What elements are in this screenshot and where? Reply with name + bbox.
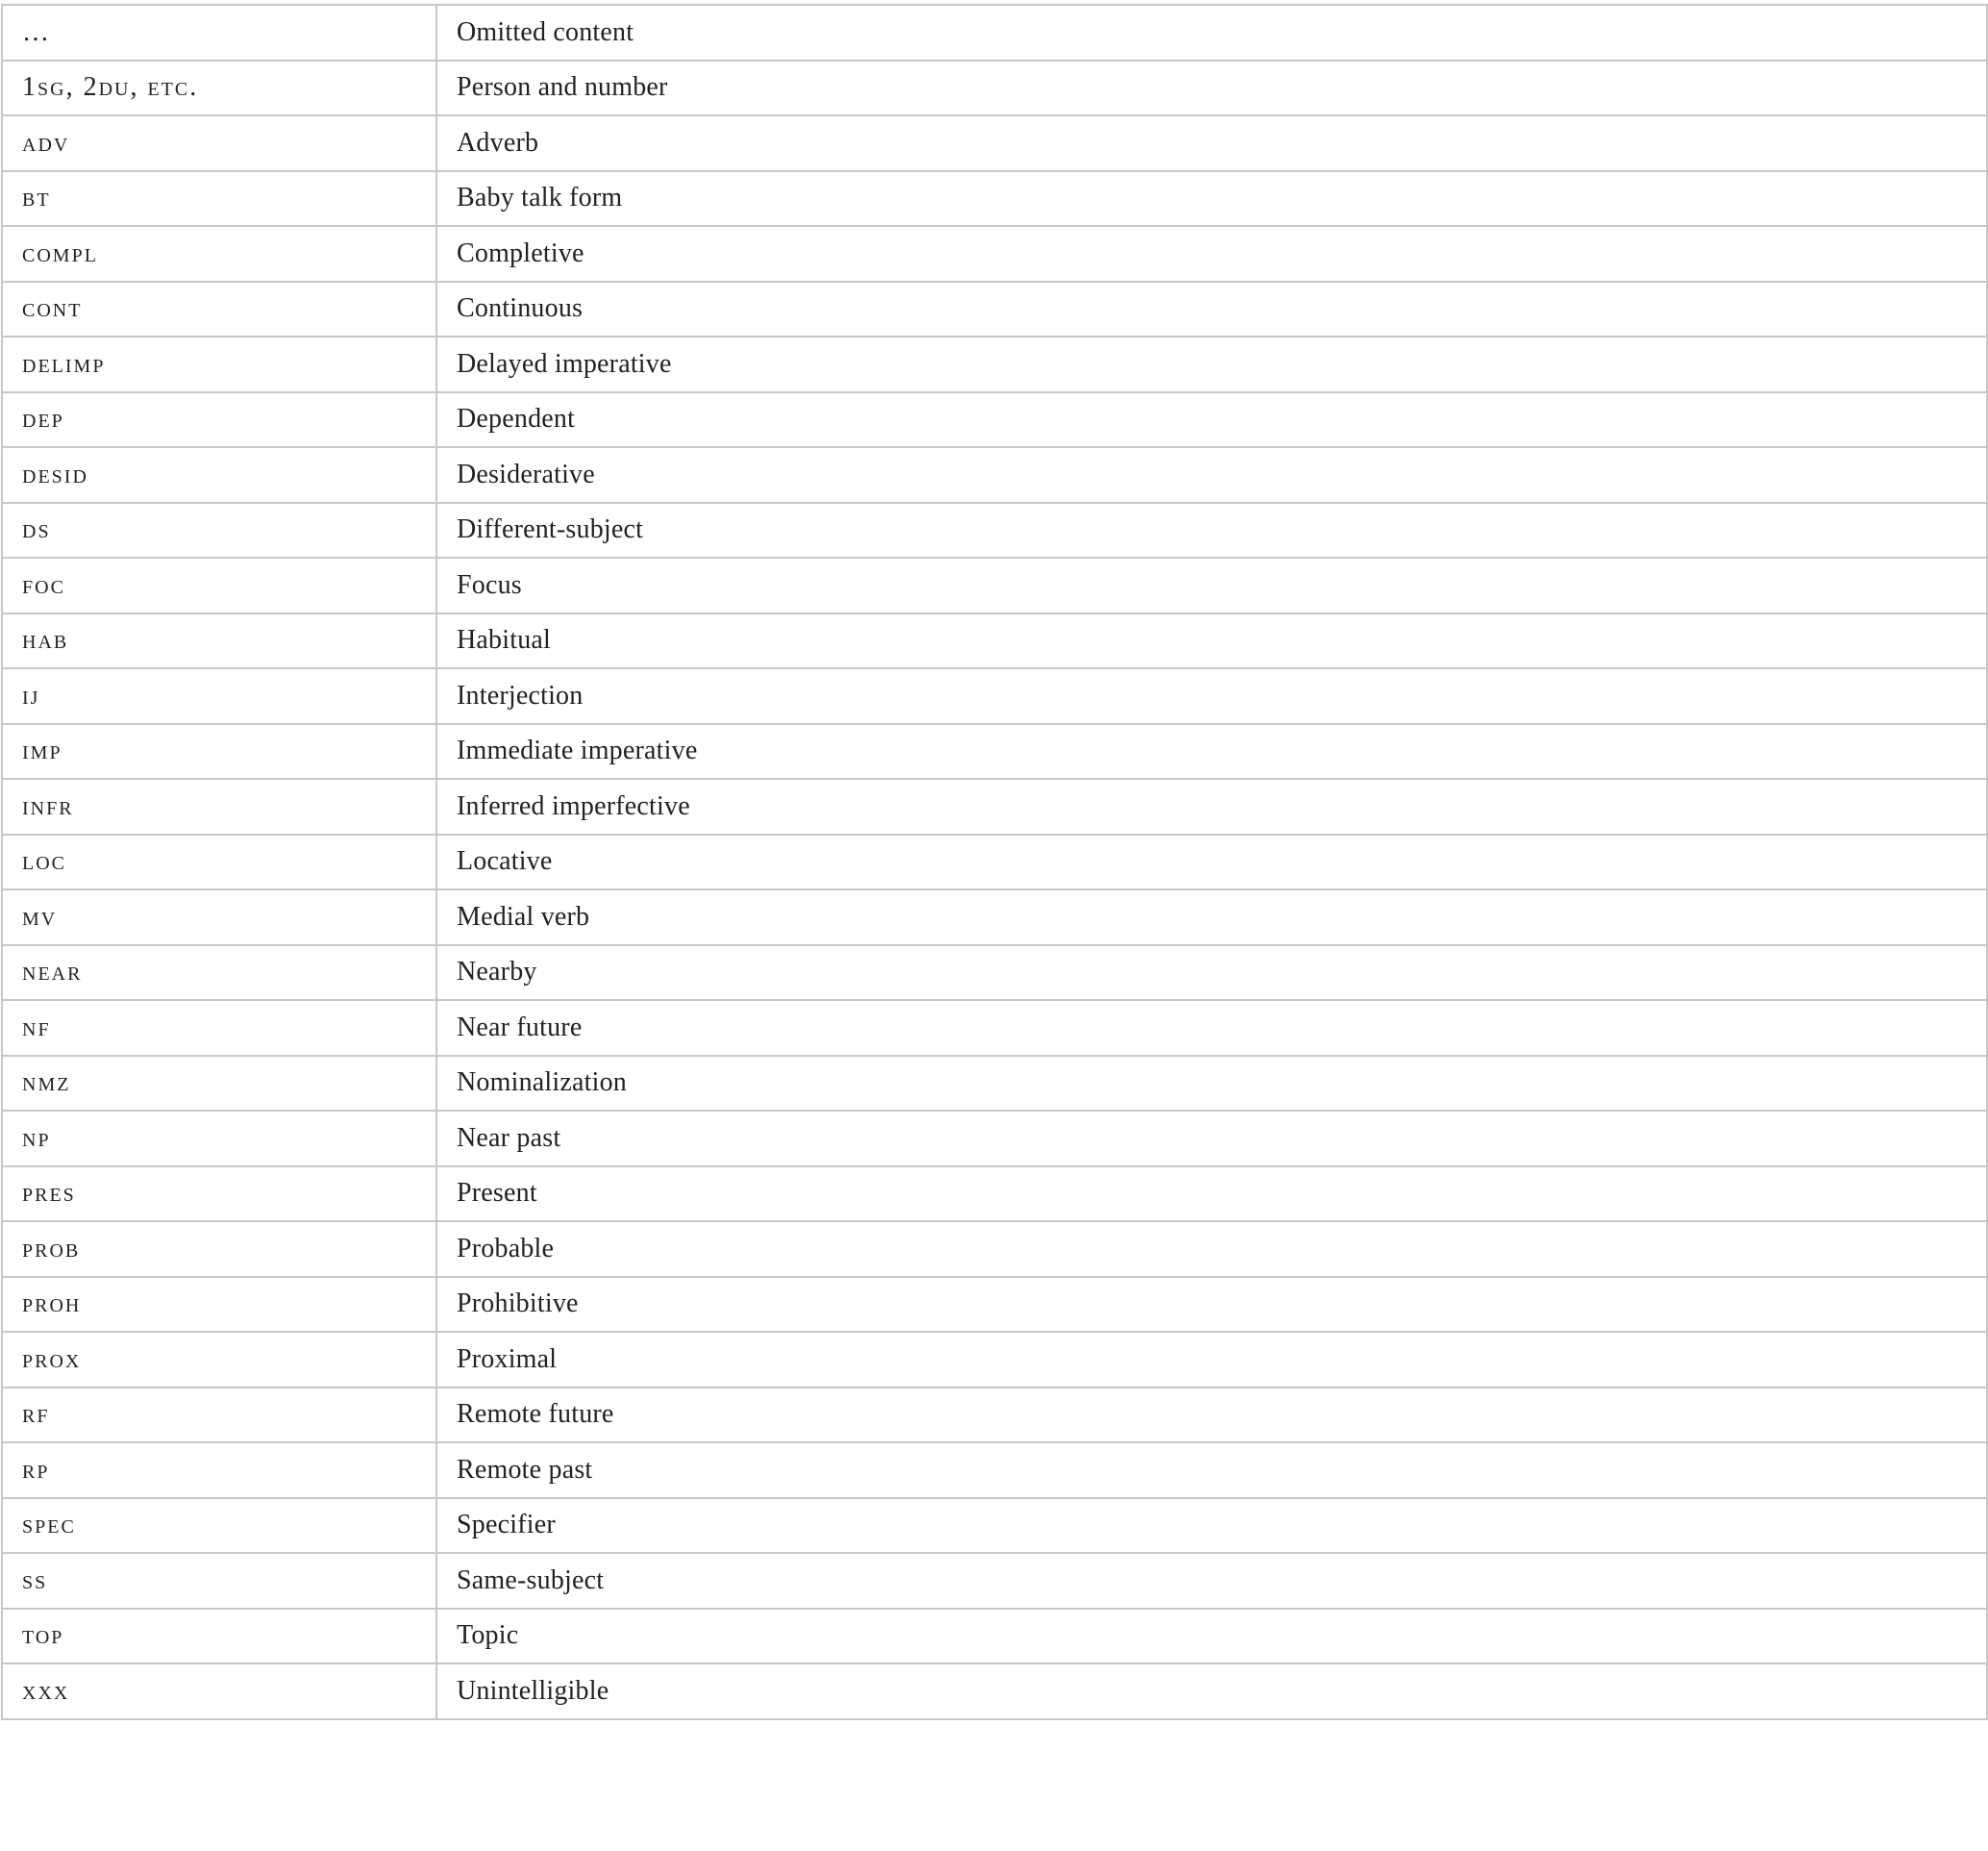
meaning-cell: Remote future	[436, 1388, 1987, 1443]
abbreviations-table-container	[1, 4, 1986, 1720]
abbreviation-cell: infr	[2, 779, 436, 835]
meaning-cell: Adverb	[436, 115, 1987, 171]
abbreviation-cell: pres	[2, 1166, 436, 1222]
table-row	[2, 889, 1987, 945]
table-row	[2, 1388, 1987, 1443]
abbreviation-cell: mv	[2, 889, 436, 945]
meaning-cell: Delayed imperative	[436, 337, 1987, 392]
table-row	[2, 282, 1987, 338]
table-row	[2, 1609, 1987, 1664]
abbreviation-cell: ss	[2, 1553, 436, 1609]
table-row	[2, 1332, 1987, 1388]
table-row	[2, 945, 1987, 1001]
abbreviation-cell: loc	[2, 835, 436, 890]
table-row	[2, 171, 1987, 227]
meaning-cell: Same-subject	[436, 1553, 1987, 1609]
table-row	[2, 392, 1987, 448]
table-row	[2, 1166, 1987, 1222]
table-row	[2, 1000, 1987, 1056]
abbreviation-cell: cont	[2, 282, 436, 338]
table-row	[2, 503, 1987, 559]
meaning-cell: Present	[436, 1166, 1987, 1222]
meaning-cell: Unintelligible	[436, 1663, 1987, 1719]
meaning-cell: Inferred imperfective	[436, 779, 1987, 835]
abbreviation-cell: nmz	[2, 1056, 436, 1112]
table-row	[2, 1663, 1987, 1719]
abbreviation-cell: delimp	[2, 337, 436, 392]
abbreviation-cell: proh	[2, 1277, 436, 1333]
abbreviation-cell: imp	[2, 724, 436, 780]
meaning-cell: Habitual	[436, 613, 1987, 669]
meaning-cell: Near past	[436, 1111, 1987, 1166]
abbreviation-cell: ds	[2, 503, 436, 559]
meaning-cell: Topic	[436, 1609, 1987, 1664]
meaning-cell: Medial verb	[436, 889, 1987, 945]
table-row	[2, 5, 1987, 61]
abbreviation-cell: hab	[2, 613, 436, 669]
meaning-cell: Dependent	[436, 392, 1987, 448]
meaning-cell: Focus	[436, 558, 1987, 613]
table-row	[2, 724, 1987, 780]
meaning-cell: Interjection	[436, 668, 1987, 724]
abbreviation-cell: xxx	[2, 1663, 436, 1719]
abbreviation-cell: spec	[2, 1498, 436, 1554]
abbreviation-cell: np	[2, 1111, 436, 1166]
abbreviation-cell: rf	[2, 1388, 436, 1443]
abbreviation-cell: foc	[2, 558, 436, 613]
abbreviations-table-body	[2, 5, 1987, 1719]
table-row	[2, 779, 1987, 835]
meaning-cell: Immediate imperative	[436, 724, 1987, 780]
abbreviation-cell: top	[2, 1609, 436, 1664]
meaning-cell: Near future	[436, 1000, 1987, 1056]
meaning-cell: Person and number	[436, 61, 1987, 116]
abbreviation-cell: 1sg, 2du, etc.	[2, 61, 436, 116]
table-row	[2, 1498, 1987, 1554]
table-row	[2, 447, 1987, 503]
table-row	[2, 1111, 1987, 1166]
abbreviation-cell: …	[2, 5, 436, 61]
abbreviations-table	[1, 4, 1988, 1720]
abbreviation-cell: rp	[2, 1442, 436, 1498]
table-row	[2, 1553, 1987, 1609]
table-row	[2, 1221, 1987, 1277]
table-row	[2, 613, 1987, 669]
abbreviation-cell: adv	[2, 115, 436, 171]
meaning-cell: Desiderative	[436, 447, 1987, 503]
table-row	[2, 1056, 1987, 1112]
meaning-cell: Completive	[436, 226, 1987, 282]
meaning-cell: Baby talk form	[436, 171, 1987, 227]
table-row	[2, 226, 1987, 282]
meaning-cell: Locative	[436, 835, 1987, 890]
meaning-cell: Continuous	[436, 282, 1987, 338]
table-row	[2, 1442, 1987, 1498]
abbreviation-cell: nf	[2, 1000, 436, 1056]
meaning-cell: Probable	[436, 1221, 1987, 1277]
abbreviation-cell: desid	[2, 447, 436, 503]
abbreviation-cell: prob	[2, 1221, 436, 1277]
meaning-cell: Different-subject	[436, 503, 1987, 559]
meaning-cell: Prohibitive	[436, 1277, 1987, 1333]
abbreviation-cell: dep	[2, 392, 436, 448]
abbreviation-cell: near	[2, 945, 436, 1001]
table-row	[2, 1277, 1987, 1333]
table-row	[2, 115, 1987, 171]
table-row	[2, 337, 1987, 392]
abbreviation-cell: compl	[2, 226, 436, 282]
meaning-cell: Nearby	[436, 945, 1987, 1001]
table-row	[2, 558, 1987, 613]
abbreviation-cell: bt	[2, 171, 436, 227]
meaning-cell: Specifier	[436, 1498, 1987, 1554]
meaning-cell: Remote past	[436, 1442, 1987, 1498]
meaning-cell: Nominalization	[436, 1056, 1987, 1112]
table-row	[2, 835, 1987, 890]
table-row	[2, 61, 1987, 116]
table-row	[2, 668, 1987, 724]
meaning-cell: Omitted content	[436, 5, 1987, 61]
abbreviation-cell: prox	[2, 1332, 436, 1388]
abbreviation-cell: ij	[2, 668, 436, 724]
meaning-cell: Proximal	[436, 1332, 1987, 1388]
